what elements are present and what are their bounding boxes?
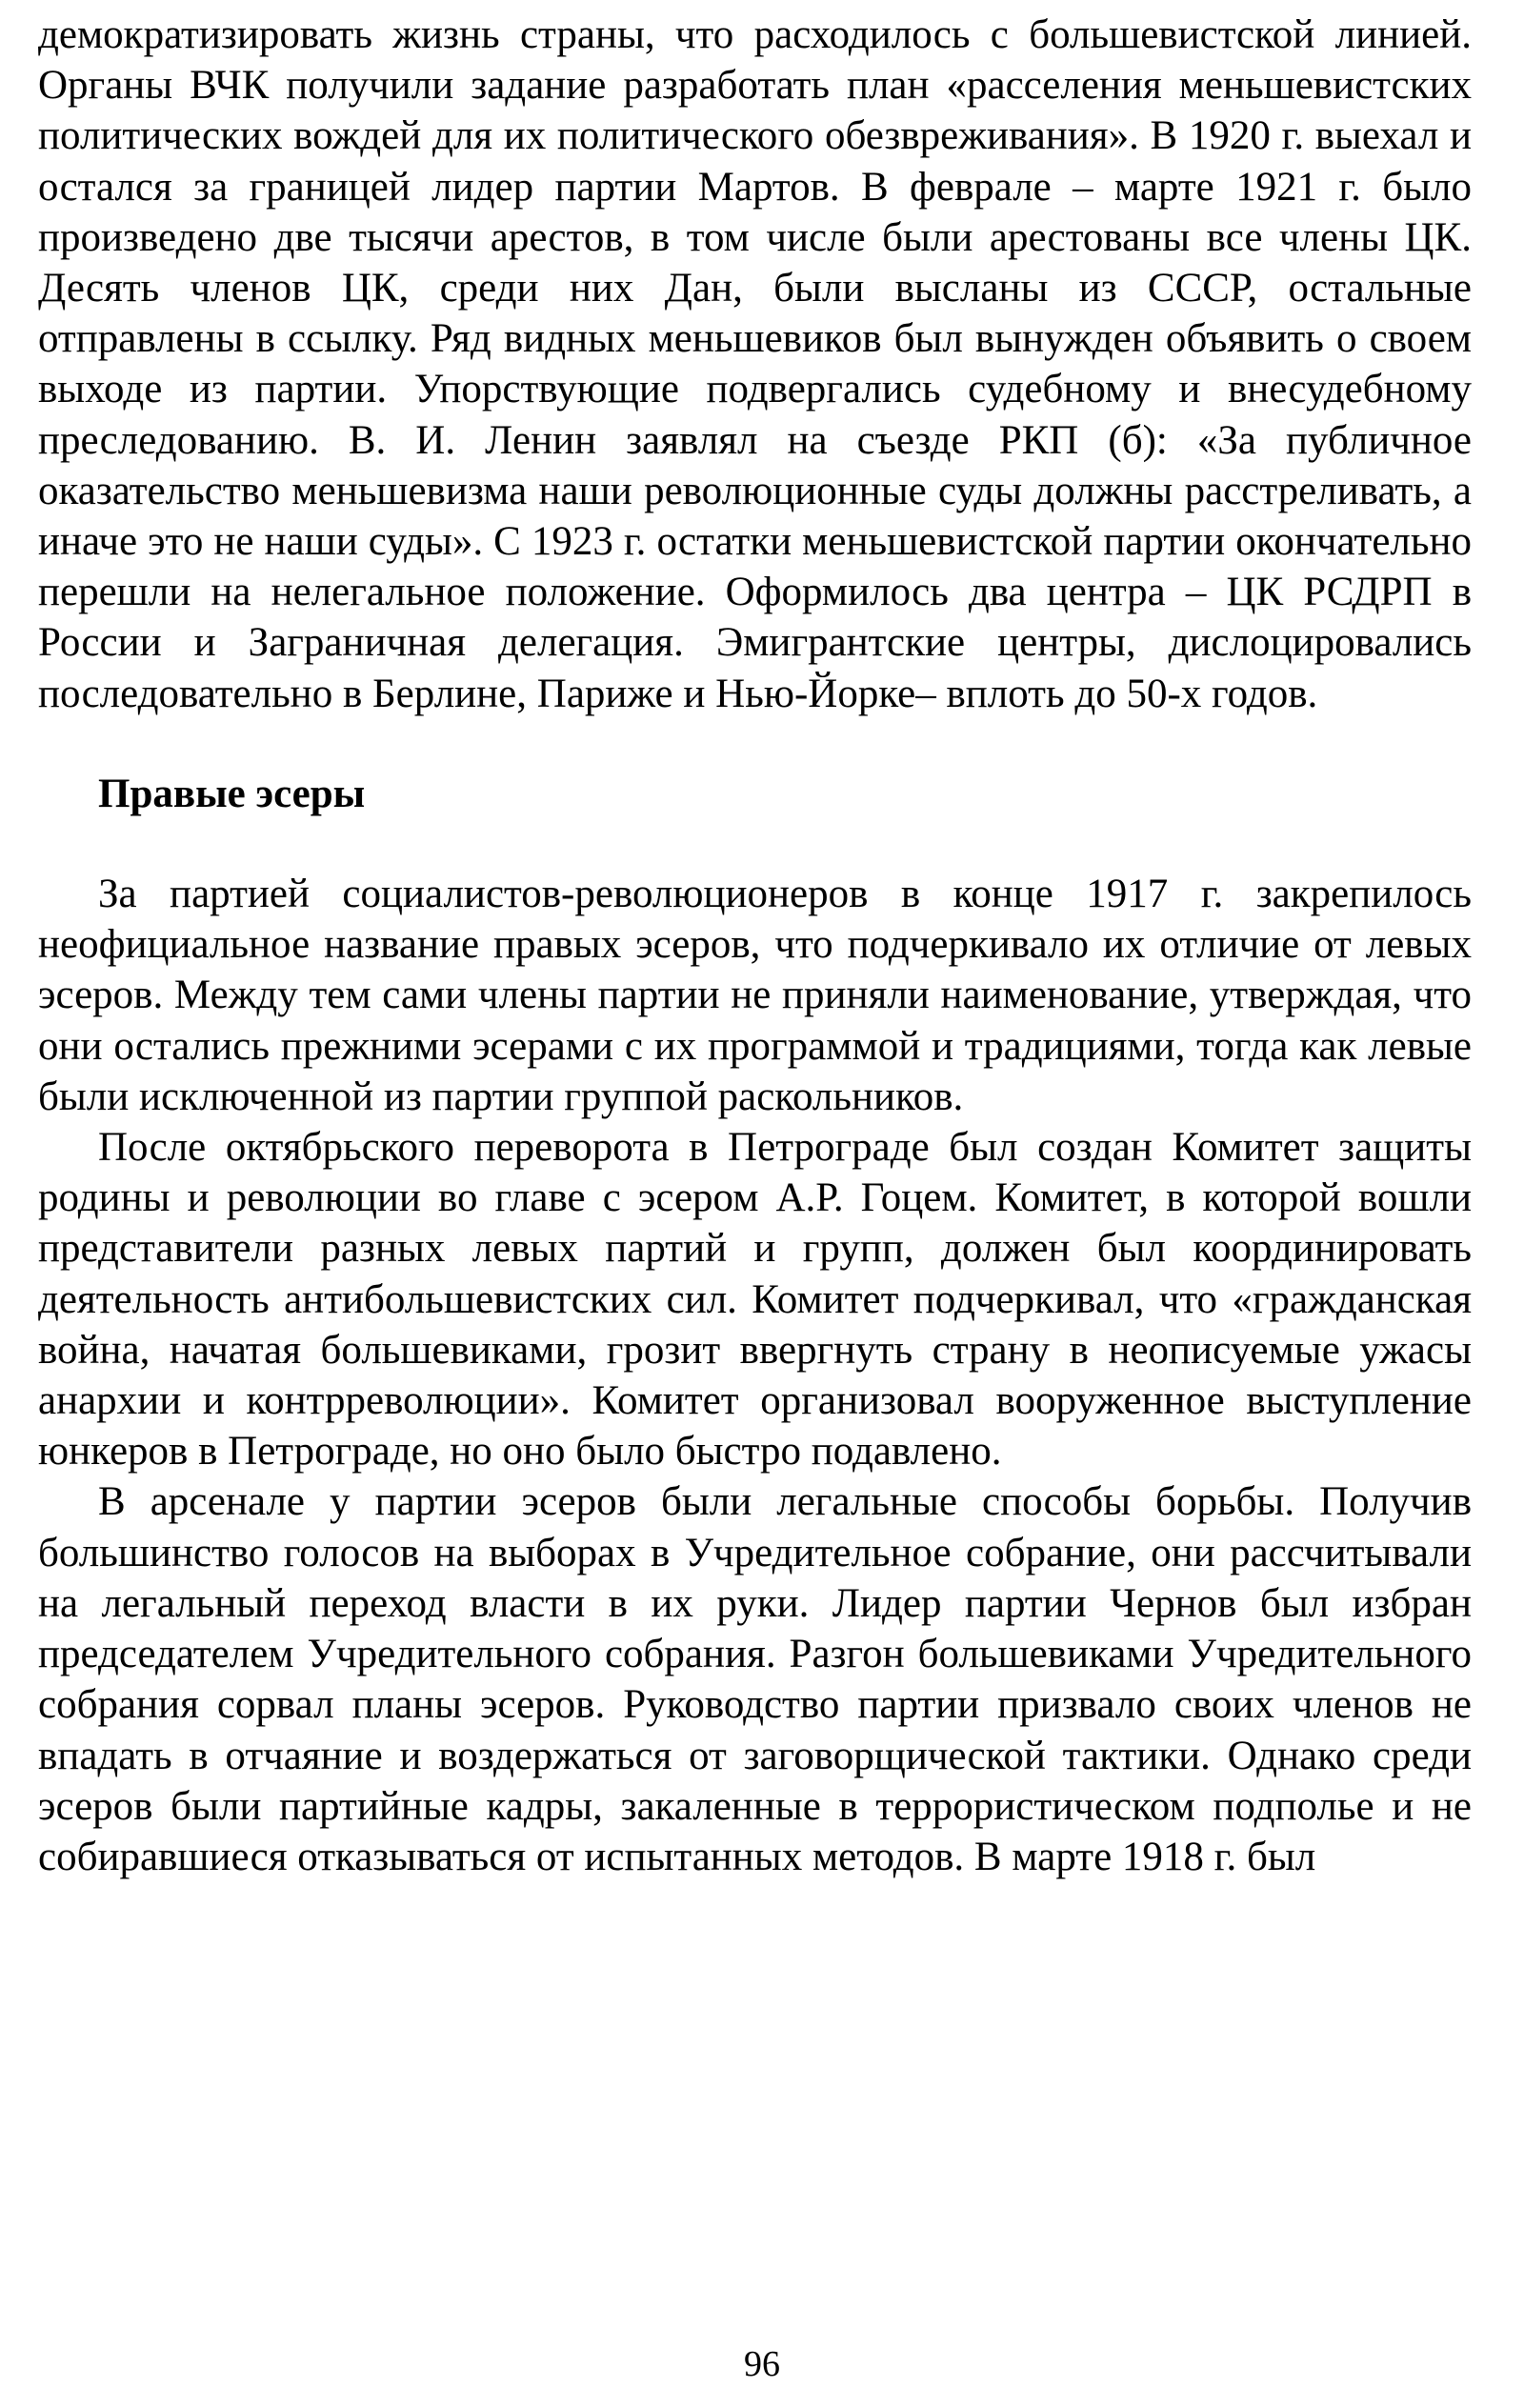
page-number: 96 xyxy=(744,2344,780,2384)
paragraph-legal-methods: В арсенале у партии эсеров были легальные способы борьбы. Получив большинство голосов на выборах в Учредительное собрание, они рассчитывали на легальный переход власти в их руки. Лидер партии Чернов был избран председателем Учредительного собрания. Разгон большевиками Учредительного собрания сорвал планы эсеров. Руководство партии призвало своих членов не впадать в отчаяние и воздержаться от заговорщической тактики. Однако среди эсеров были партийные кадры, закаленные в террористическом подполье и не собиравшиеся отказываться от испытанных методов. В марте 1918 г. был xyxy=(38,1479,1472,1879)
section-heading-right-srs: Правые эсеры xyxy=(98,771,366,816)
paragraph-committee-defense: После октябрьского переворота в Петрограде был создан Комитет защиты родины и революции во главе с эсером А.Р. Гоцем. Комитет, в которой вошли представители разных левых партий и групп, должен был координировать деятельность антибольшевистских сил. Комитет подчеркивал, что «гражданская война, начатая большевиками, грозит ввергнуть страну в неописуемые ужасы анархии и контрреволюции». Комитет организовал вооруженное выступление юнкеров в Петрограде, но оно было быстро подавлено. xyxy=(38,1125,1472,1475)
paragraph-mensheviks-continuation: демократизировать жизнь страны, что расходилось с большевистской линией. Органы ВЧК получили задание разработать план «расселения меньшевистских политических вождей для их политического обезвреживания». В 1920 г. выехал и остался за границей лидер партии Мартов. В феврале – марте 1921 г. было произведено две тысячи арестов, в том числе были арестованы все члены ЦК. Десять членов ЦК, среди них Дан, были высланы из СССР, остальные отправлены в ссылку. Ряд видных меньшевиков был вынужден объявить о своем выходе из партии. Упорствующие подвергались судебному и внесудебному преследованию. В. И. Ленин заявлял на съезде РКП (б): «За публичное оказательство меньшевизма наши революционные суды должны расстреливать, а иначе это не наши суды». С 1923 г. остатки меньшевистской партии окончательно перешли на нелегальное положение. Оформилось два центра – ЦК РСДРП в России и Заграничная делегация. Эмигрантские центры, дислоцировались последовательно в Берлине, Париже и Нью-Йорке– вплоть до 50-х годов. xyxy=(38,12,1472,716)
document-page xyxy=(38,10,1472,2362)
paragraph-sr-party-name: За партией социалистов-революционеров в конце 1917 г. закрепилось неофициальное название правых эсеров, что подчеркивало их отличие от левых эсеров. Между тем сами члены партии не приняли наименование, утверждая, что они остались прежними эсерами с их программой и традициями, тогда как левые были исключенной из партии группой раскольников. xyxy=(38,872,1472,1119)
